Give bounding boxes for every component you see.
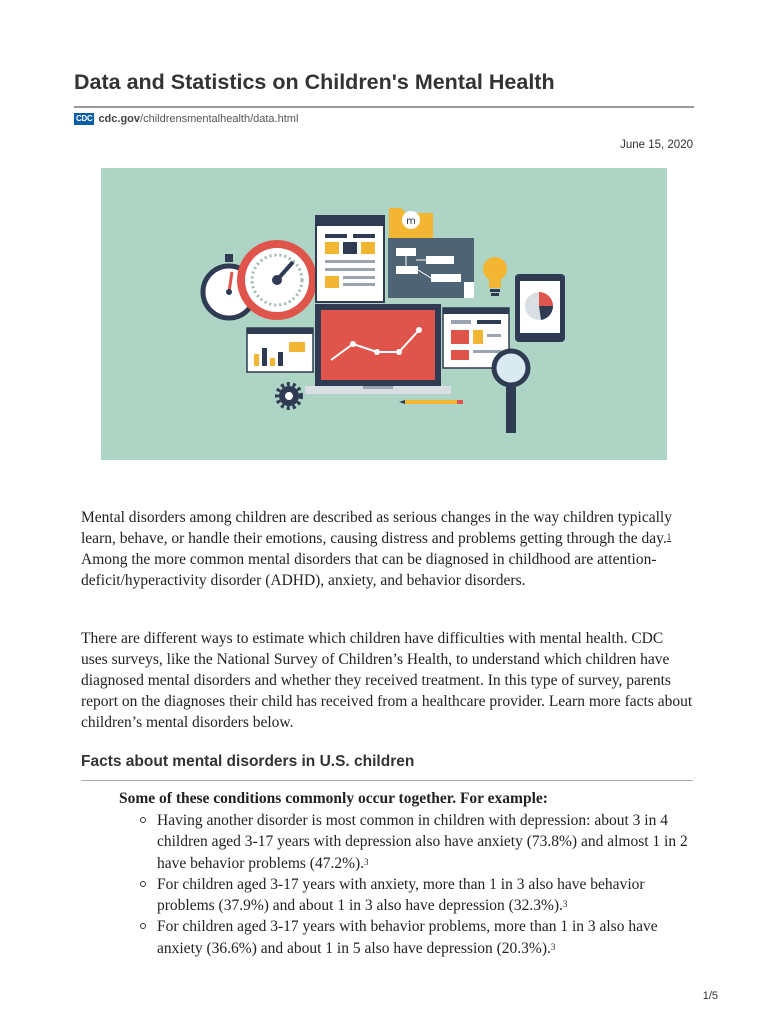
- document-icon: [316, 216, 384, 302]
- hero-illustration: [101, 168, 667, 460]
- section-heading: Facts about mental disorders in U.S. children: [81, 753, 415, 770]
- gear-icon: [277, 384, 301, 408]
- source-domain: cdc.gov: [98, 113, 141, 125]
- source-path: /childrensmentalhealth/data.html: [140, 113, 299, 125]
- publish-date: June 15, 2020: [620, 139, 693, 151]
- footnote-ref: 3: [562, 899, 568, 910]
- section-divider: [81, 780, 693, 781]
- lead-sentence: Some of these conditions commonly occur together. For example:: [119, 790, 548, 807]
- list-item: [137, 916, 697, 959]
- cdc-logo-icon: CDC: [76, 114, 93, 123]
- laptop-chart-icon: [305, 304, 451, 394]
- magnifier-icon: [494, 351, 528, 433]
- intro-text-b: Among the more common mental disorders that can be diagnosed in childhood are attention-deficit/hyperactivity disorder (ADHD), anxiety, and behavior disorders.: [81, 551, 657, 589]
- illustration-svg: [101, 168, 667, 460]
- svg-text:m: m: [406, 216, 416, 227]
- list-item-text: For children aged 3-17 years with anxiety, more than 1 in 3 also have behavior problems (37.9%) and about 1 in 3 also have depression (32.3%).: [157, 875, 645, 915]
- facts-list: [137, 810, 697, 959]
- footnote-link-1[interactable]: 1: [666, 532, 672, 542]
- bar-chart-card-icon: [247, 328, 313, 372]
- footnote-ref: 3: [550, 941, 556, 952]
- circle-bullet-icon: [140, 817, 146, 823]
- list-item: [137, 810, 697, 874]
- intro-text-a: Mental disorders among children are described as serious changes in the way children typically learn, behave, or handle their emotions, causing distress and problems getting through the day.: [81, 509, 672, 547]
- pencil-icon: [399, 400, 463, 404]
- page-title: Data and Statistics on Children's Mental Health: [74, 70, 555, 94]
- list-item-text: For children aged 3-17 years with behavior problems, more than 1 in 3 also have anxiety (36.6%) and about 1 in 5 also have depression (20.3%).: [157, 918, 658, 957]
- gauge-icon: [237, 240, 317, 320]
- page-number: 1/5: [702, 990, 718, 1002]
- survey-paragraph: There are different ways to estimate which children have difficulties with mental health. CDC uses surveys, like the National Survey of Children’s Health, to understand which children have diagnosed mental disorders and whether they received treatment. In this type of survey, parents report on the diagnoses their child has received from a healthcare provider. Learn more facts about children’s mental disorders below.: [81, 630, 693, 731]
- lightbulb-icon: [483, 257, 507, 296]
- intro-paragraph: [81, 507, 693, 591]
- circle-bullet-icon: [140, 923, 146, 929]
- footnote-ref: 3: [364, 856, 369, 867]
- tablet-pie-icon: [515, 274, 565, 342]
- list-item-text: Having another disorder is most common in children with depression: about 3 in 4 children aged 3-17 years with depression also have anxiety (73.8%) and almost 1 in 2 have behavior problems (47.2%).: [157, 812, 688, 872]
- source-line: [74, 113, 298, 125]
- folder-icon: [389, 208, 433, 238]
- flowchart-icon: [388, 238, 474, 298]
- list-item: [137, 874, 697, 917]
- title-divider: [74, 106, 694, 108]
- circle-bullet-icon: [140, 881, 146, 887]
- source-link[interactable]: [98, 113, 298, 125]
